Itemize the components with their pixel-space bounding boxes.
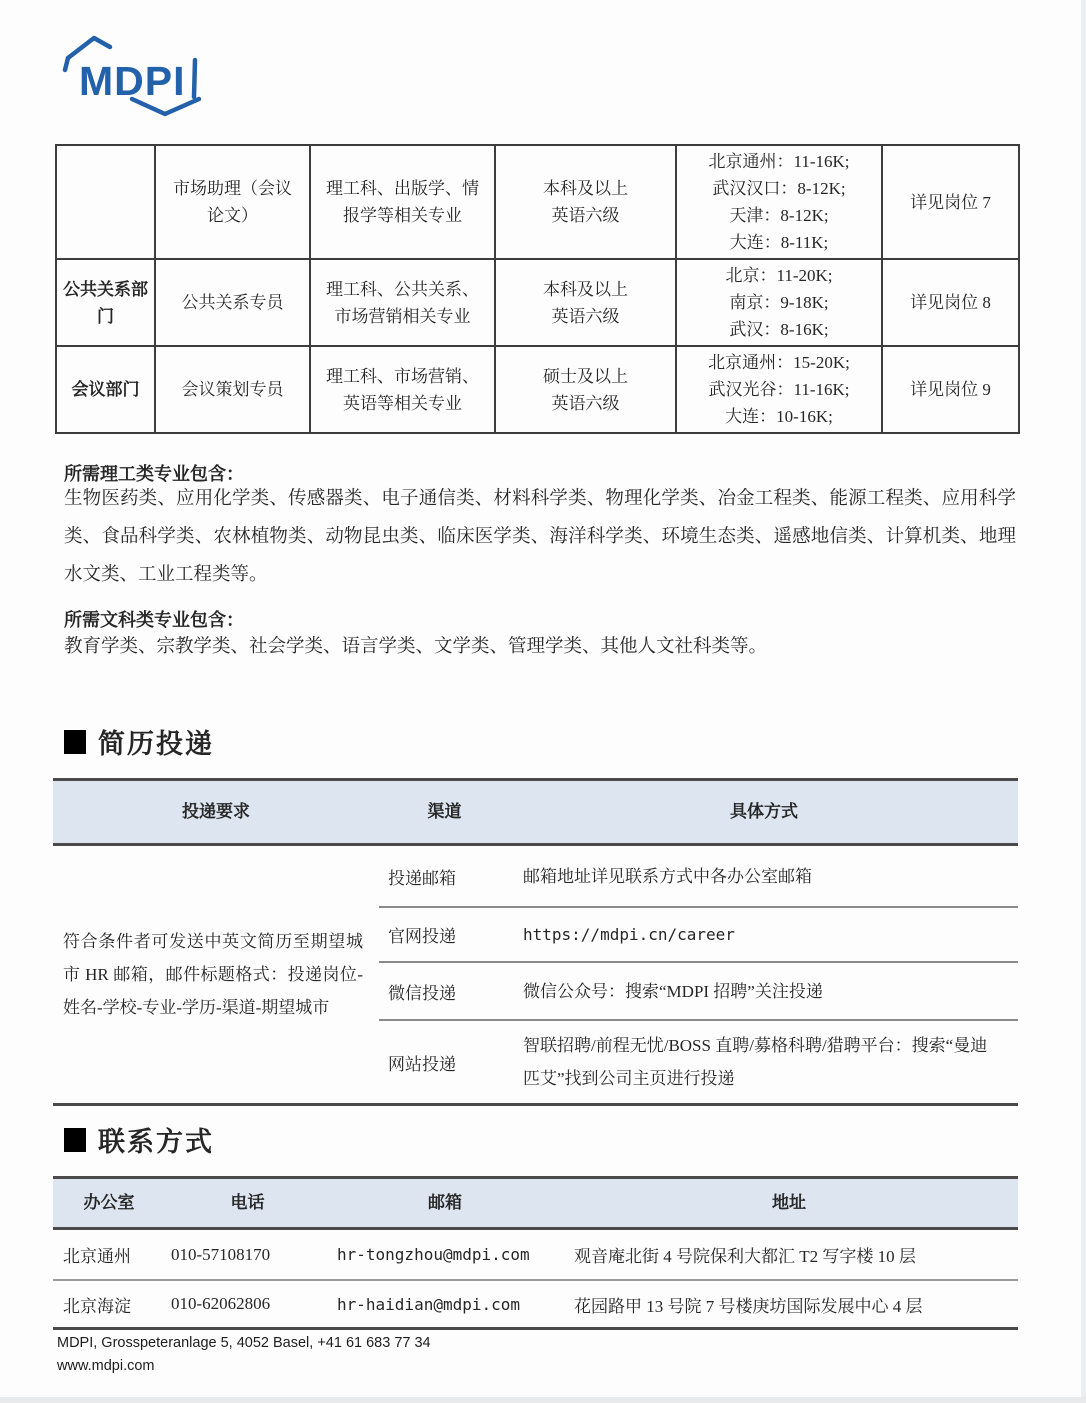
contact-section-title <box>64 1120 214 1159</box>
method-cell: https://mdpi.cn/career <box>510 908 1018 963</box>
arts-majors-paragraph: 教育学类、宗教学类、社会学类、语言学类、文学类、管理学类、其他人文社科类等。 <box>64 637 768 657</box>
job-cell-detail: 详见岗位 7 <box>882 145 1019 259</box>
text-line: 武汉光谷：11-16K; <box>708 380 850 399</box>
resume-table-body <box>53 846 1018 1103</box>
text-line: 英语六级 <box>551 206 620 225</box>
channel-cell: 网站投递 <box>388 1054 456 1074</box>
method-cell: 邮箱地址详见联系方式中各办公室邮箱 <box>510 846 1018 908</box>
job-cell-education <box>495 346 676 433</box>
text-line: 大连：8-11K; <box>729 233 829 252</box>
section-title-text: 联系方式 <box>98 1127 214 1157</box>
contact-table-header <box>53 1179 1018 1230</box>
sci-majors-heading: 所需理工类专业包含： <box>64 464 244 484</box>
svg-text:MDPI: MDPI <box>79 58 186 104</box>
job-cell-education <box>495 145 676 259</box>
footer-address-line: MDPI, Grosspeteranlage 5, 4052 Basel, +41 61 683 77 34 <box>57 1335 431 1351</box>
text-line: 大连：10-16K; <box>725 407 833 426</box>
resume-section-title <box>64 722 214 761</box>
job-cell-majors: 理工科、市场营销、英语等相关专业 <box>310 346 495 433</box>
job-cell-detail: 详见岗位 9 <box>882 346 1019 433</box>
text-line: 硕士及以上 <box>543 366 628 386</box>
email-cell: hr-haidian@mdpi.com <box>337 1294 521 1314</box>
method-cell: 微信公众号：搜索“MDPI 招聘”关注投递 <box>510 963 1018 1021</box>
job-cell-salary <box>676 346 882 433</box>
job-cell-department <box>56 145 155 259</box>
office-cell: 北京通州 <box>63 1247 131 1266</box>
header-requirement: 投递要求 <box>182 802 250 821</box>
job-cell-position: 市场助理（会议论文） <box>155 145 310 259</box>
header-channel: 渠道 <box>427 802 462 821</box>
footer-website: www.mdpi.com <box>57 1358 155 1374</box>
page-footer <box>57 1332 431 1378</box>
office-cell: 北京海淀 <box>63 1296 131 1316</box>
job-cell-department: 公共关系部门 <box>56 259 155 346</box>
header-address: 地址 <box>772 1193 806 1212</box>
resume-table <box>53 778 1018 1106</box>
page-edge-right <box>1081 0 1086 1403</box>
requirement-cell <box>53 846 379 1103</box>
job-table <box>55 144 1020 434</box>
address-cell: 观音庵北街 4 号院保利大都汇 T2 写字楼 10 层 <box>574 1247 916 1266</box>
text-line: 英语六级 <box>551 306 620 326</box>
text-line: 南京：9-18K; <box>729 293 829 312</box>
job-cell-salary <box>676 259 882 346</box>
contact-table <box>53 1176 1018 1330</box>
resume-table-header <box>53 781 1018 846</box>
job-cell-position: 会议策划专员 <box>155 346 310 433</box>
square-bullet-icon <box>64 730 86 754</box>
square-bullet-icon <box>64 1128 86 1152</box>
job-cell-salary <box>676 145 882 259</box>
arts-majors-heading: 所需文科类专业包含： <box>64 610 244 630</box>
channel-cell: 官网投递 <box>379 908 510 963</box>
text-line: 北京：11-20K; <box>725 266 833 285</box>
text-line: 天津：8-12K; <box>729 206 829 225</box>
page-edge-bottom <box>0 1397 1086 1403</box>
job-cell-majors: 理工科、公共关系、市场营销相关专业 <box>310 259 495 346</box>
table-row <box>56 346 1019 433</box>
text-line: 武汉：8-16K; <box>729 320 829 339</box>
table-row <box>53 1230 1018 1281</box>
sci-majors-paragraph: 生物医药类、应用化学类、传感器类、电子通信类、材料科学类、物理化学类、冶金工程类、能源工程类、应用科学类、食品科学类、农林植物类、动物昆虫类、临床医学类、海洋科学类、环境生态类、遥感地信类、计算机类、地理水文类、工业工程类等。 <box>64 489 1016 585</box>
text-line: 本科及以上 <box>543 179 628 198</box>
text-line: 北京通州：11-16K; <box>708 152 850 171</box>
mdpi-hexagon-logo-icon <box>58 31 210 125</box>
phone-cell: 010-62062806 <box>171 1294 271 1313</box>
channel-cell: 投递邮箱 <box>379 846 510 908</box>
header-office: 办公室 <box>83 1193 135 1212</box>
email-cell: hr-tongzhou@mdpi.com <box>337 1245 530 1264</box>
header-method: 具体方式 <box>730 802 798 821</box>
phone-cell: 010-57108170 <box>171 1244 271 1264</box>
header-phone: 电话 <box>230 1193 265 1212</box>
job-cell-position: 公共关系专员 <box>155 259 310 346</box>
mdpi-logo <box>58 31 210 125</box>
table-row <box>56 259 1019 346</box>
job-cell-education <box>495 259 676 346</box>
table-row <box>56 145 1019 259</box>
address-cell: 花园路甲 13 号院 7 号楼庚坊国际发展中心 4 层 <box>574 1296 923 1316</box>
section-title-text: 简历投递 <box>98 729 214 759</box>
table-row <box>53 1281 1018 1327</box>
text-line: 北京通州：15-20K; <box>708 353 850 372</box>
requirement-text: 符合条件者可发送中英文简历至期望城市 HR 邮箱，邮件标题格式：投递岗位-姓名-学校-专业-学历-渠道-期望城市 <box>63 932 363 1017</box>
text-line: 武汉汉口：8-12K; <box>712 179 846 198</box>
job-cell-department: 会议部门 <box>56 346 155 433</box>
header-email: 邮箱 <box>428 1193 462 1212</box>
channel-cell: 微信投递 <box>379 963 510 1021</box>
text-line: 本科及以上 <box>543 279 628 299</box>
method-cell: 智联招聘/前程无忧/BOSS 直聘/募格科聘/猎聘平台：搜索“曼迪匹艾”找到公司主页进行投递 <box>523 1036 988 1088</box>
text-line: 英语六级 <box>551 393 620 413</box>
job-cell-majors: 理工科、出版学、情报学等相关专业 <box>310 145 495 259</box>
job-cell-detail: 详见岗位 8 <box>882 259 1019 346</box>
